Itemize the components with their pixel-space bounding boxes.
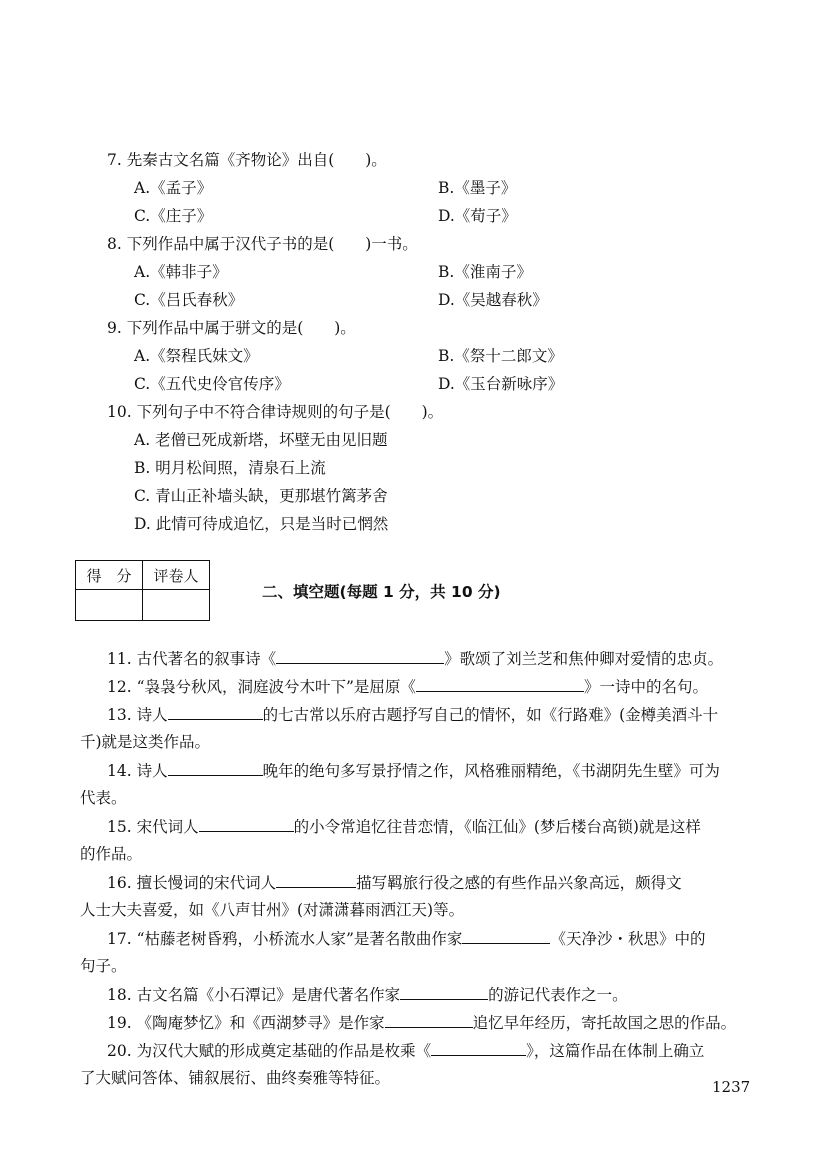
- question-9-option-b: B.《祭十二郎文》: [438, 347, 563, 365]
- question-9-option-d: D.《玉台新咏序》: [438, 375, 564, 393]
- question-14-cont: 代表。: [80, 789, 127, 807]
- answer-blank-11[interactable]: [276, 648, 444, 664]
- question-7-stem: 7. 先秦古文名篇《齐物论》出自( )。: [107, 151, 387, 169]
- answer-blank-15[interactable]: [199, 816, 294, 832]
- question-8-option-c: C.《吕氏春秋》: [134, 291, 244, 309]
- question-11: 11. 古代著名的叙事诗《 》歌颂了刘兰芝和焦仲卿对爱情的忠贞。: [107, 650, 724, 668]
- grader-cell[interactable]: [143, 590, 210, 621]
- question-7-option-d: D.《荀子》: [438, 207, 517, 225]
- answer-blank-20[interactable]: [431, 1040, 526, 1056]
- question-14: 14. 诗人 晚年的绝句多写景抒情之作，风格雅丽精绝，《书湖阴先生壁》可为: [107, 762, 720, 780]
- question-10-option-c: C. 青山正补墙头缺，更那堪竹篱茅舍: [134, 487, 388, 505]
- question-12: 12. “袅袅兮秋风，洞庭波兮木叶下”是屈原《 》一诗中的名句。: [107, 678, 708, 696]
- answer-blank-18[interactable]: [400, 984, 488, 1000]
- answer-blank-12[interactable]: [416, 676, 584, 692]
- question-17: 17. “枯藤老树昏鸦，小桥流水人家”是著名散曲作家 《天净沙・秋思》中的: [107, 930, 706, 948]
- question-7-option-b: B.《墨子》: [438, 179, 517, 197]
- question-9-stem: 9. 下列作品中属于骈文的是( )。: [107, 319, 356, 337]
- section-title: 二、填空题(每题 1 分，共 10 分): [262, 583, 501, 601]
- question-8-option-b: B.《淮南子》: [438, 263, 532, 281]
- answer-blank-19[interactable]: [385, 1012, 473, 1028]
- answer-blank-13[interactable]: [168, 704, 263, 720]
- question-10-option-a: A. 老僧已死成新塔，坏壁无由见旧题: [134, 431, 388, 449]
- question-16: 16. 擅长慢词的宋代词人 描写羁旅行役之感的有些作品兴象高远，颇得文: [107, 874, 682, 892]
- question-16-cont: 人士大夫喜爱，如《八声甘州》(对潇潇暮雨洒江天)等。: [80, 901, 465, 919]
- answer-blank-14[interactable]: [168, 760, 263, 776]
- question-15-cont: 的作品。: [80, 845, 143, 863]
- grader-header: 评卷人: [143, 561, 210, 590]
- question-17-cont: 句子。: [80, 957, 127, 975]
- page-number: 1237: [712, 1078, 751, 1096]
- score-header: 得 分: [76, 561, 143, 590]
- question-8-stem: 8. 下列作品中属于汉代子书的是( )一书。: [107, 235, 418, 253]
- question-10-option-b: B. 明月松间照，清泉石上流: [134, 459, 326, 477]
- question-8-option-a: A.《韩非子》: [134, 263, 228, 281]
- score-table: [75, 560, 210, 621]
- question-20-cont: 了大赋问答体、铺叙展衍、曲终奏雅等特征。: [80, 1069, 391, 1087]
- question-7-option-a: A.《孟子》: [134, 179, 213, 197]
- question-20: 20. 为汉代大赋的形成奠定基础的作品是枚乘《 》，这篇作品在体制上确立: [107, 1042, 705, 1060]
- answer-blank-16[interactable]: [276, 872, 356, 888]
- score-cell[interactable]: [76, 590, 143, 621]
- question-18: 18. 古文名篇《小石潭记》是唐代著名作家 的游记代表作之一。: [107, 986, 628, 1004]
- question-13: 13. 诗人 的七古常以乐府古题抒写自己的情怀，如《行路难》(金樽美酒斗十: [107, 706, 719, 724]
- question-9-option-a: A.《祭程氏妹文》: [134, 347, 259, 365]
- question-13-cont: 千)就是这类作品。: [80, 733, 211, 751]
- question-10-option-d: D. 此情可待成追忆，只是当时已惘然: [134, 515, 389, 533]
- question-8-option-d: D.《吴越春秋》: [438, 291, 548, 309]
- question-9-option-c: C.《五代史伶官传序》: [134, 375, 290, 393]
- question-15: 15. 宋代词人 的小令常追忆往昔恋情，《临江仙》(梦后楼台高锁)就是这样: [107, 818, 701, 836]
- question-7-option-c: C.《庄子》: [134, 207, 213, 225]
- question-19: 19. 《陶庵梦忆》和《西湖梦寻》是作家 追忆早年经历，寄托故国之思的作品。: [107, 1014, 737, 1032]
- question-10-stem: 10. 下列句子中不符合律诗规则的句子是( )。: [107, 403, 444, 421]
- answer-blank-17[interactable]: [462, 928, 550, 944]
